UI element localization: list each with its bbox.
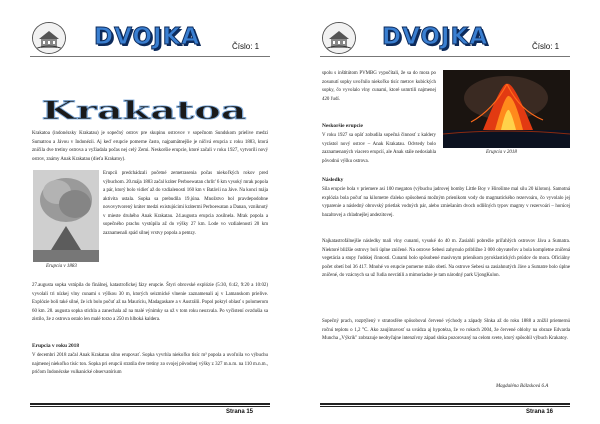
- page-16: [300, 0, 600, 424]
- article-title-text: Krakatoa: [41, 96, 247, 124]
- photo-caption-2018: Erupcia v 2018: [486, 150, 517, 155]
- footer-rule-thin: [30, 406, 270, 407]
- eruption-history-column: Erupcii predchádzali početné zemetrasenia počas niekoľkých rokov pred výbuchom. 20.mája 1883 začal kráter Perboewatan chrlit' 6 km vysoký mrak popola a pár, ktorý bolo vidieť až do vzdialenosti 160 km v Batávii na Jáve. Na konci mája aktivita ustala. Sopka sa prebudila 19.júna. Množstvo bol pravdepodobne novovytvorený kráter medzi existujúcimi krátermi Perboewatan a Danan, vzniknutý v mieste druhého Anak Krakatau. 24.augusta erupcia zosilnela. Mrak popola a sopečného prachu vystúpila až do výšky 27 km. Lode vo vzdialenosti 20 km zaznamenali spád silnej vrstvy popola a pemzy.: [103, 171, 268, 236]
- school-building-icon: [33, 23, 65, 53]
- eruption-2018-paragraph: V decembri 2018 začal Anak Krakatau silno erupovať. Sopka vyvrhla niekoľko tisíc m³ popola a uvoľnila vo výbuchu najmenej niekoľko tisíc ton. Sopka pri erupcii stratila dve tretiny zo svojej pôvodnej výšky z 327 m.n.m. na 110 m.n.m., pričom Indonézske vulkanické observatórium: [32, 353, 268, 375]
- masthead-title: DVOJKA: [382, 24, 489, 50]
- consequences-paragraph-1: Sila erupcie bola v priemere asi 100 megaton (výbuchu jadrovej bomby Little Boy v Hirošime mal silu 20 kiloton). Samotná explózia bola počuť na kilometre ďaleko spôsobená možným prienikom vody do magmatického rezervoáru, čo vyvolalo jej vyparenie a následný obrovský prietlak vodných pár, alebo zmiešaním dvoch odlišných typov magmy v rezervoári – horúcej bazaltovej a chladnejšej andezitovej.: [322, 187, 570, 218]
- footer-rule: [30, 403, 270, 405]
- eruption-1883-photo: [33, 170, 99, 262]
- photo-caption-1883: Erupcia v 1883: [46, 264, 77, 269]
- heading-later-eruptions: Neskoršie erupcie: [322, 123, 363, 129]
- later-eruptions-paragraph: V roku 1927 sa opäť zobudila sopečná činnosť z kaldery vyrástol nový ostrov – Anak Krakatau. Odvtedy bolo zaznamenaných viacero erupcií, ale Anak stále nedosiahla pôvodnú výšku ostrova.: [322, 133, 436, 164]
- page-number: Strana 15: [226, 409, 254, 415]
- article-title: [38, 96, 250, 124]
- header-rule: [30, 56, 270, 57]
- issue-number: Číslo: 1: [532, 42, 560, 51]
- school-logo: [322, 22, 356, 54]
- footer-rule-thin: [320, 406, 570, 407]
- school-building-icon: [323, 23, 355, 53]
- heading-consequences: Následky: [322, 177, 344, 183]
- header-rule: [320, 56, 570, 57]
- eruption-2018-photo: [443, 70, 570, 148]
- footer-rule: [320, 403, 570, 405]
- intro-paragraph: Krakatoa (indonézsky Krakatau) je sopečný ostrov pre skupinu ostrovov v sopečnom Sundskom prielive medzi Sumatrou a Jávou v Indonézii. Aj keď erupcie pomerne často, najpamätnejšie je ničivá erupcia z roku 1883, ktorá zničila dve tretiny ostrova a vyžiadala počas nej celý Zemi. Neskoršie erupcie, ktoré začali v roku 1927, vytvorili nový ostrov, známy Anak Krakatau (dieťa Krakatoy).: [32, 131, 268, 162]
- author-signature: Magdaléna Bálzsková 6.A: [496, 384, 549, 389]
- tsunami-continuation: spolu s inštitútom PVMBG vypočítali, že sa do mora po zosunutí sopky uvoľnilo niekoľko tisíc metrov kubických sopky, čo vyvolalo vlny cunami, ktoré usmrtili najmenej 420 ľudí.: [322, 71, 436, 102]
- masthead-title: DVOJKA: [94, 24, 201, 50]
- issue-number: Číslo: 1: [232, 42, 260, 51]
- consequences-paragraph-2: Najkatastrofálnejšie následky mali vlny cunami, vysoké do 40 m. Zasiahli pobrežie priľahlých ostrovov Jáva a Sumatra. Niektoré bližšie ostrovy boli úplne zničené. Na ostrove Sebesi zahynulo približne 3 000 obyvateľov a bola kompletne zničená vegetácia a stopy ľudskej činnosti. Cunami bolo spôsobené masívnym prienikom pyroklastických prúdov do mora. Oficiálny počet obetí bol 36 417. Mnohé vo erupcie pomerne málo obetí. Na ostrove Sebesi sa zasiahnutých Jáve a Sumatre bolo úplne zničené, do vzácnych sa už ľudia nevrátili a mimoriadne je tam národný park UjongKulon.: [322, 239, 570, 278]
- final-phase-paragraph: 27.augusta sopka vstúpila do finálnej, katastrofickej fázy erupcie. Štyri obrovské explózie (5:30, 6:42, 9:20 a 10:02) vyvolali tri nízkej vlny cunami s výškou 30 m, ktorých seizmické vlnenie zaznamenali aj v Lamanskom prielive. Explózie boli také silné, že ich bolo počuť až na Mauríciu, Madagaskare a v Austrálii. Popol pokryl oblasť s polomerom 60 km. 28. augusta sopka stichla a zanechala až na malé výnimky sa už v tom roku neozvala. Po vyčistení ovzdušia sa zistilo, že z ostrova ostalo len malé torzo a 250 m hlboká kaldera.: [32, 283, 268, 322]
- heading-eruption-2018: Erupcia v roku 2018: [32, 343, 80, 349]
- page-number: Strana 16: [526, 409, 554, 415]
- school-logo: [32, 22, 66, 54]
- consequences-paragraph-3: Sopečný prach, rozptýlený v stratosfére spôsoboval červené východy a západy Slnka až do roku 1888 a znížil priemernú ročnú teplotu o 1,2 °C. Ako zaujímavosť sa uvádza aj hypotéza, že vo rokoch 2004, že červené oblohy na obraze Edvarda Muncha „Výkrik" zobrazuje neobyčajne intenzívny západ slnka pozorovaný na celom svete, ktorý spôsobil výbuch Krakatoy.: [322, 319, 570, 341]
